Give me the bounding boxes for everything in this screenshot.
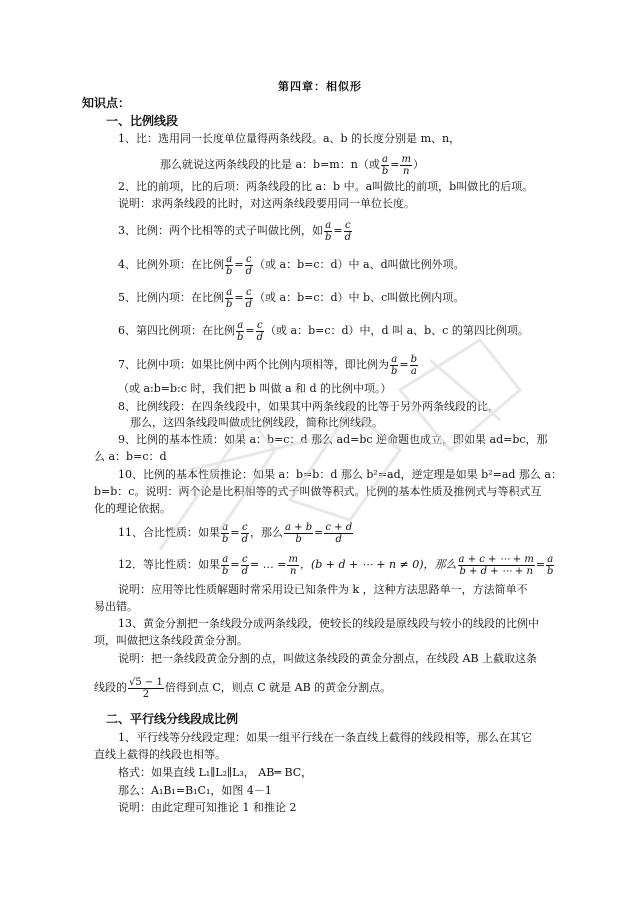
fraction-numerator: c + d: [325, 521, 353, 533]
item-13-line-c: 说明：把一条线段黄金分割的点，叫做这条线段的黄金分割点，在线段 AB 上截取这条: [118, 652, 538, 665]
section-2-line-b: 直线上截得的线段也相等。: [94, 748, 226, 761]
fraction-denominator: a: [410, 365, 417, 377]
math-fraction: [128, 677, 164, 700]
math-fraction: [546, 554, 554, 577]
text-segment: =: [399, 358, 409, 371]
fraction-denominator: b: [325, 231, 332, 243]
text-segment: ，那么: [250, 526, 284, 539]
item-7: [118, 350, 419, 380]
text-segment: 那么就说这两条线段的比是 a：b=m：n（或: [160, 158, 380, 171]
item-4: [118, 250, 465, 280]
item-1-line-a: 1、比：选用同一长度单位量得两条线段。a、b 的长度分别是 m、n，: [118, 132, 461, 145]
text-segment: =: [333, 224, 343, 237]
math-fraction: [221, 522, 229, 545]
text-segment: 12．等比性质：如果: [118, 558, 220, 571]
fraction-denominator: d: [344, 231, 352, 243]
math-fraction: [344, 220, 352, 243]
math-fraction: [245, 254, 253, 277]
text-segment: =: [230, 558, 240, 571]
text-segment: （或 a：b=c：d）中 b、c叫做比例内项。: [254, 291, 465, 304]
math-fraction: [324, 220, 332, 243]
item-13-line-b: 项，叫做把这条线段黄金分割。: [94, 634, 248, 647]
fraction-denominator: b: [391, 365, 398, 377]
fraction-numerator: c: [242, 553, 248, 565]
fraction-denominator: n: [287, 565, 298, 577]
math-fraction: [236, 320, 244, 343]
fraction-numerator: a: [391, 353, 398, 365]
text-segment: （或 a：b=c：d）中，d 叫 a、b、c 的第四比例项。: [265, 324, 529, 337]
section-2-line-d: 那么：A₁B₁=B₁C₁，如图 4－1: [118, 784, 272, 797]
fraction-numerator: b: [410, 353, 418, 365]
item-2-line-b: 说明：求两条线段的比时，对这两条线段要用同一单位长度。: [118, 197, 415, 210]
section-1-heading: 一、比例线段: [106, 114, 179, 128]
fraction-numerator: a: [222, 521, 229, 533]
text-segment: （或 a：b=c：d）中 a、d叫做比例外项。: [254, 258, 465, 271]
fraction-denominator: d: [245, 298, 253, 310]
math-fraction: [225, 287, 233, 310]
fraction-denominator: d: [324, 533, 353, 545]
text-segment: ，(b + d + ⋯ + n ≠ 0)，那么: [299, 558, 457, 571]
chapter-title: 第四章：相似形: [278, 80, 362, 93]
text-segment: 3、比例：两个比相等的式子叫做比例，如: [118, 224, 323, 237]
math-fraction: [287, 554, 298, 577]
item-10-line-c: 化的理论依据。: [94, 502, 171, 515]
item-2-line-a: 2、比的前项，比的后项：两条线段的比 a：b 中。a叫做比的前项，b叫做比的后项。: [118, 180, 534, 193]
item-9-line-b: 么 a：b=c：d: [94, 450, 167, 463]
fraction-denominator: b: [381, 165, 389, 177]
item-11: [118, 518, 354, 548]
section-2-line-e: 说明：由此定理可知推论 1 和推论 2: [118, 801, 297, 814]
item-5: [118, 283, 464, 313]
fraction-denominator: d: [245, 265, 253, 277]
math-fraction: [410, 354, 418, 377]
text-segment: = … =: [250, 558, 287, 571]
math-fraction: [390, 354, 398, 377]
math-fraction: [241, 554, 249, 577]
item-13-line-d: [94, 672, 391, 704]
fraction-numerator: c: [242, 521, 248, 533]
item-12-line-b: 说明：应用等比性质解题时常采用设已知条件为 k ，这种方法思路单一，方法简单不: [118, 583, 528, 596]
text-segment: 线段的: [94, 681, 127, 694]
fraction-denominator: d: [241, 565, 249, 577]
text-segment: =: [314, 526, 324, 539]
fraction-denominator: b: [226, 265, 233, 277]
fraction-m-over-n: [400, 154, 411, 177]
fraction-denominator: n: [400, 165, 411, 177]
fraction-denominator: b: [284, 533, 313, 545]
text-segment: 4、比例外项：在比例: [118, 258, 224, 271]
text-segment: ）: [412, 158, 424, 171]
fraction-numerator: a: [382, 153, 389, 165]
text-segment: 倍得到点 C，则点 C 就是 AB 的黄金分割点。: [164, 681, 392, 694]
item-8-line-b: 那么，这四条线段叫做成比例线段，简称比例线段。: [130, 416, 383, 429]
text-segment: =: [234, 291, 244, 304]
text-segment: =: [234, 258, 244, 271]
text-segment: =: [230, 526, 240, 539]
fraction-numerator: c: [246, 286, 252, 298]
knowledge-points-heading: 知识点：: [82, 96, 131, 110]
item-9-line-a: 9、比例的基本性质：如果 a：b=c：d 那么 ad=bc 逆命题也成立，即如果 ad=bc，那: [118, 433, 548, 446]
section-2-line-c: 格式：如果直线 L₁∥L₂∥L₃， AB═ BC，: [118, 766, 313, 779]
math-fraction: [245, 287, 253, 310]
fraction-numerator: a: [547, 553, 554, 565]
text-segment: =: [390, 158, 400, 171]
fraction-denominator: d: [241, 533, 249, 545]
text-segment: 6、第四比例项：在比例: [118, 324, 235, 337]
fraction-denominator: b + d + ⋯ + n: [459, 565, 533, 577]
math-fraction: [241, 522, 249, 545]
fraction-numerator: a: [226, 253, 233, 265]
math-fraction: [458, 554, 535, 577]
fraction-denominator: b: [547, 565, 554, 577]
math-fraction: [225, 254, 233, 277]
fraction-numerator: a: [226, 286, 233, 298]
fraction-numerator: a: [222, 553, 229, 565]
section-2-heading: 二、平行线分线段成比例: [106, 712, 239, 726]
fraction-denominator: d: [256, 331, 264, 343]
fraction-numerator: a + b: [285, 521, 313, 533]
math-fraction: [221, 554, 229, 577]
math-fraction: [256, 320, 264, 343]
fraction-numerator: m: [401, 153, 411, 165]
item-10-line-b: b=b：c。说明：两个论是比积相等的式子叫做等积式。比例的基本性质及推例式与等积式互: [94, 485, 542, 498]
item-1-line-b: [160, 150, 424, 180]
item-8-line-a: 8、比例线段：在四条线段中，如果其中两条线段的比等于另外两条线段的比，: [118, 400, 499, 413]
fraction-denominator: b: [237, 331, 244, 343]
text-segment: =: [535, 558, 546, 571]
fraction-a-over-b: [381, 154, 389, 177]
item-13-line-a: 13、黄金分割把一条线段分成两条线段，使较长的线段是原线段与较小的线段的比例中: [118, 617, 539, 630]
fraction-numerator: c: [246, 253, 252, 265]
item-12-line-c: 易出错。: [94, 600, 138, 613]
item-12: [118, 550, 555, 580]
fraction-numerator: a: [237, 319, 244, 331]
fraction-numerator: a: [325, 219, 332, 231]
fraction-denominator: b: [222, 533, 229, 545]
fraction-numerator: a + c + ⋯ + m: [458, 553, 534, 565]
math-fraction: [284, 522, 313, 545]
fraction-numerator: c: [257, 319, 263, 331]
text-segment: 5、比例内项：在比例: [118, 291, 224, 304]
item-6: [118, 316, 529, 346]
text-segment: 11、合比性质：如果: [118, 526, 220, 539]
fraction-numerator: c: [345, 219, 351, 231]
math-fraction: [324, 522, 353, 545]
fraction-numerator: m: [288, 553, 298, 565]
fraction-denominator: b: [222, 565, 229, 577]
text-segment: =: [245, 324, 255, 337]
text-segment: 7、比例中项：如果比例中两个比例内项相等，即比例为: [118, 358, 389, 371]
item-3: [118, 216, 353, 246]
fraction-numerator: √5 − 1: [129, 676, 163, 688]
fraction-denominator: b: [226, 298, 233, 310]
item-7-line-b: （或 a:b=b:c 时，我们把 b 叫做 a 和 d 的比例中项。）: [118, 382, 392, 395]
section-2-line-a: 1、平行线等分线段定理：如果一组平行线在一条直线上截得的线段相等，那么在其它: [118, 731, 532, 744]
fraction-denominator: 2: [128, 688, 164, 700]
item-10-line-a: 10、比例的基本性质推论：如果 a：b=b：d 那么 b²=ad，逆定理是如果 b²=ad 那么 a：: [118, 468, 562, 481]
